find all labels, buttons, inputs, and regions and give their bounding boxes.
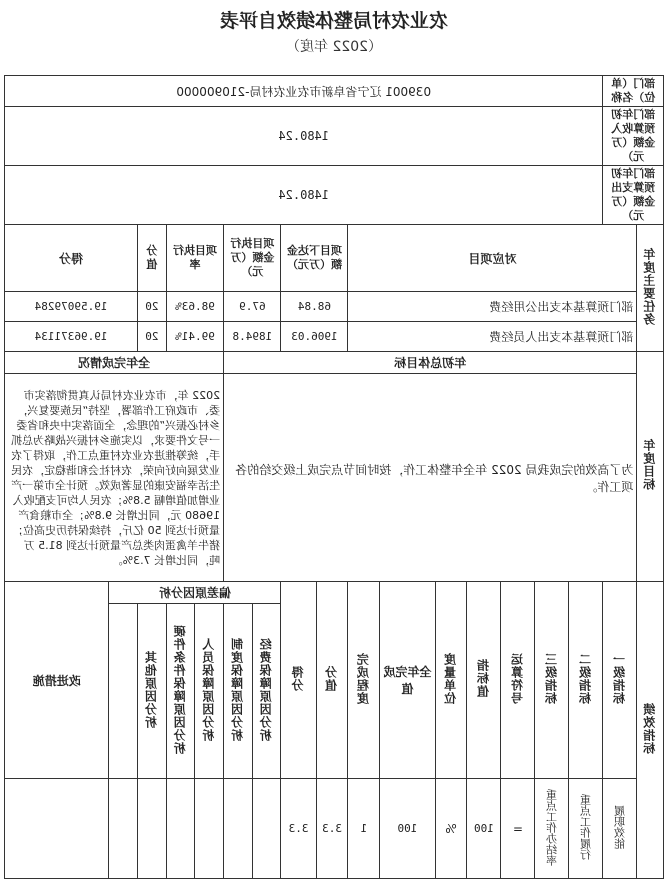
- header-dev-funding: 经费保障原因分析: [252, 604, 281, 779]
- budget-income-label: 部门年初预算收入金额（万元）: [603, 107, 664, 166]
- ind-dev-staff: [195, 779, 224, 879]
- ind-dev-funding: [252, 779, 281, 879]
- header-completion: 完成程度: [348, 582, 380, 779]
- header-ind-weight: 分值: [316, 582, 348, 779]
- header-level2: 二级指标: [569, 582, 603, 779]
- header-dev-spacer: [109, 604, 138, 779]
- ind-unit: %: [435, 779, 467, 879]
- target-header: 年初总体目标: [224, 352, 637, 374]
- indicators-section-text: 绩效指标: [642, 702, 657, 755]
- header-weight: 分值: [138, 225, 167, 292]
- header-operator: 运算符号: [501, 582, 535, 779]
- header-dev-hardware: 硬件条件保障原因分析: [166, 604, 195, 779]
- task-executed: 67.9: [224, 292, 281, 322]
- ind-completion: 1: [348, 779, 380, 879]
- header-rate: 项目执行率: [166, 225, 223, 292]
- budget-expense-label: 部门年初预算支出金额（万元）: [603, 166, 664, 225]
- completion-header: 全年完成情况: [5, 352, 224, 374]
- target-text: 为了高效的完成我局 2022 年全年整体工作，按时间节点完成上级交给的各项工作。: [224, 374, 637, 582]
- task-rate: 99.41%: [166, 322, 223, 352]
- task-project: 部门预算基本支出公用经费: [348, 292, 637, 322]
- task-weight: 20: [138, 322, 167, 352]
- task-weight: 20: [138, 292, 167, 322]
- header-ind-score: 得分: [281, 582, 316, 779]
- budget-income-value: 1480.24: [5, 107, 603, 166]
- completion-text: 2022 年，市农业农村局认真贯彻落实市委、市政府工作部署，坚持“民族要复兴，乡村必振兴”的理念，全面落实中央和省委一号文件要求，以实施乡村振兴战略为总抓手，统筹推进农业农村重点工作，取得了农业发展向好向荣，农村社会和谐稳定，农民生活幸福安康的显著成效。预计全市第一产业增加值增幅 5.8%；农民人均可支配收入 19680 元，同比增长 9.8%；全市粮食产量预计达到 50 亿斤，持续保持历史高位；猪牛羊禽蛋肉类总产量预计达到 81.5 万吨，同比增长 7.3%。: [5, 374, 224, 582]
- ind-target: 100: [467, 779, 501, 879]
- goals-section-label: [637, 352, 664, 582]
- task-row: [5, 292, 664, 322]
- ind-level2: 重点工作履行: [569, 779, 603, 879]
- task-score: 19.59079284: [5, 292, 138, 322]
- indicators-section-label: [637, 582, 664, 879]
- task-rate: 98.63%: [166, 292, 223, 322]
- document-subtitle: （2022 年度）: [285, 39, 383, 55]
- ind-score: 3.3: [281, 779, 316, 879]
- ind-actual: 100: [380, 779, 435, 879]
- header-measures: 改进措施: [5, 582, 109, 779]
- indicator-row: [5, 779, 664, 879]
- budget-expense-value: 1480.24: [5, 166, 603, 225]
- dept-value: 039001 辽宁省阜新市农业农村局-210900000: [5, 76, 603, 107]
- header-unit: 度量单位: [435, 582, 467, 779]
- ind-measures: [5, 779, 109, 879]
- task-score: 19.96371134: [5, 322, 138, 352]
- header-project: 对应项目: [348, 225, 637, 292]
- ind-dev-other: [138, 779, 167, 879]
- header-target: 指标值: [467, 582, 501, 779]
- tasks-section-text: 年度主要任务: [642, 247, 657, 326]
- header-issued: 项目下达金额（万元）: [281, 225, 348, 292]
- document-title: 农业农村局整体绩效自评表: [220, 10, 449, 32]
- ind-dev-hardware: [166, 779, 195, 879]
- task-issued: 1906.03: [281, 322, 348, 352]
- ind-level3: 重点工作办结率: [535, 779, 569, 879]
- header-dev-staff: 人员保障原因分析: [195, 604, 224, 779]
- goals-section-text: 年度目标: [642, 439, 657, 491]
- task-project: 部门预算基本支出人员经费: [348, 322, 637, 352]
- ind-dev-system: [224, 779, 253, 879]
- ind-dev-spacer: [109, 779, 138, 879]
- header-level3: 三级指标: [535, 582, 569, 779]
- dept-label: 部门（单位）名称: [603, 76, 664, 107]
- header-actual: 全年完成值: [380, 582, 435, 779]
- header-dev-other: 其他原因分析: [138, 604, 167, 779]
- header-executed: 项目执行金额（万元）: [224, 225, 281, 292]
- ind-operator: =: [501, 779, 535, 879]
- evaluation-table: [4, 75, 664, 879]
- task-executed: 1894.8: [224, 322, 281, 352]
- task-row: [5, 322, 664, 352]
- header-level1: 一级指标: [603, 582, 637, 779]
- header-deviation: 偏差原因分析: [109, 582, 281, 604]
- task-issued: 68.84: [281, 292, 348, 322]
- header-score: 得分: [5, 225, 138, 292]
- tasks-section-label: [637, 225, 664, 352]
- ind-weight: 3.3: [316, 779, 348, 879]
- ind-level1: 履职效能: [603, 779, 637, 879]
- header-dev-system: 制度保障原因分析: [224, 604, 253, 779]
